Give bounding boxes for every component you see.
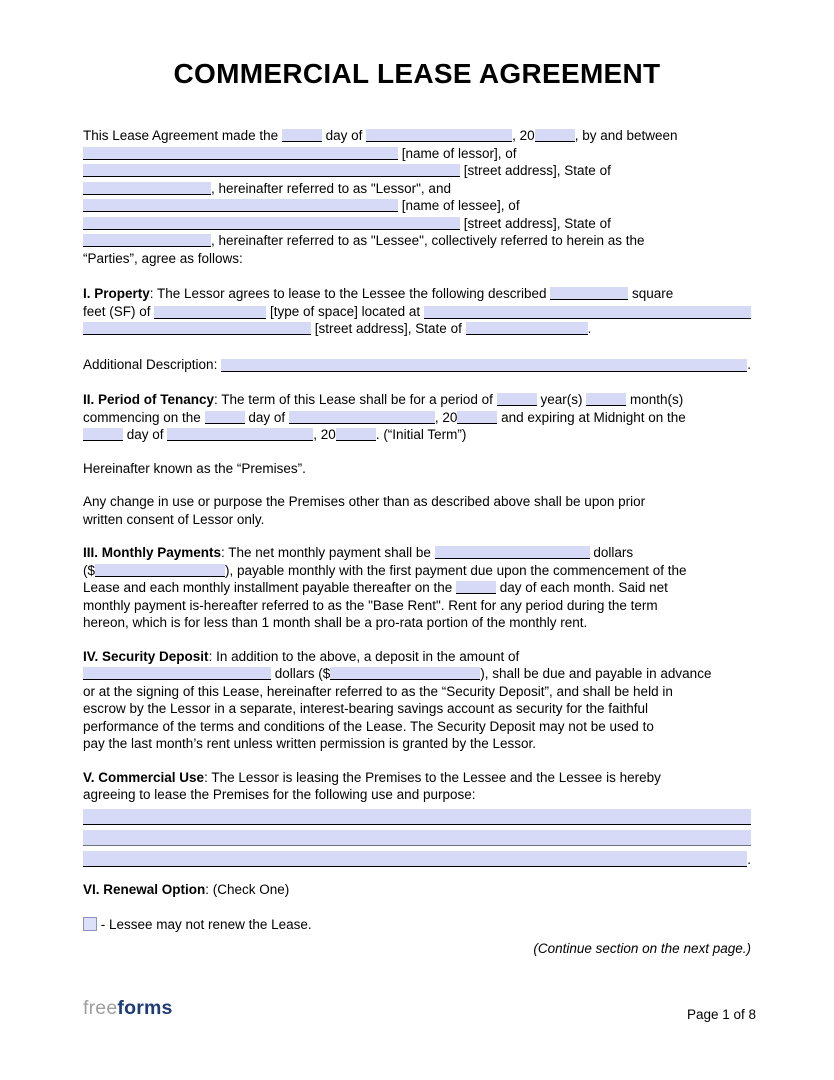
tenancy-text-1: : The term of this Lease shall be for a period of <box>214 392 497 407</box>
lessee-street-address-field[interactable] <box>83 217 460 230</box>
premises-note-text: Hereinafter known as the “Premises”. <box>83 460 306 476</box>
agreement-month-field[interactable] <box>366 129 512 142</box>
security-line-6 <box>83 735 751 753</box>
deposit-amount-numeric-field[interactable] <box>330 667 480 680</box>
security-text-4: or at the signing of this Lease, hereinafter referred to as the “Security Deposit”, and shall be held in <box>83 683 673 699</box>
intro-line-7 <box>83 232 751 250</box>
commence-year-field[interactable] <box>457 411 497 424</box>
intro-text-2: day of <box>321 128 367 143</box>
additional-description-line <box>83 356 751 374</box>
intro-text-7: , hereinafter referred to as "Lessor", and <box>211 180 451 196</box>
intro-text-10: , hereinafter referred to as "Lessee", collectively referred to herein as the <box>211 233 645 248</box>
lessee-state-field[interactable] <box>83 234 211 247</box>
monthly-line-1 <box>83 544 751 562</box>
rent-amount-words-field[interactable] <box>435 546 590 559</box>
use-change-text-2: written consent of Lessor only. <box>83 511 265 527</box>
monthly-line-4 <box>83 597 751 615</box>
section-commercial-heading: V. Commercial Use <box>83 769 205 785</box>
lessee-name-field[interactable] <box>83 199 398 212</box>
expire-year-field[interactable] <box>336 428 376 441</box>
square-feet-field[interactable] <box>550 287 628 300</box>
section-security-heading: IV. Security Deposit <box>83 648 209 664</box>
property-text-4: [type of space] located at <box>266 303 424 319</box>
property-line-2 <box>83 303 751 321</box>
premises-note-line <box>83 460 751 478</box>
use-purpose-field-3[interactable] <box>83 851 747 867</box>
security-line-2 <box>83 665 751 683</box>
use-purpose-row-3 <box>83 851 751 867</box>
lessor-name-field[interactable] <box>83 147 398 160</box>
tenancy-text-8: day of <box>123 427 168 442</box>
commence-month-field[interactable] <box>289 411 435 424</box>
term-years-field[interactable] <box>497 393 537 406</box>
section-commercial-use <box>83 769 751 867</box>
property-text-6: . <box>587 321 592 336</box>
use-change-text-1: Any change in use or purpose the Premises other than as described above shall be upon prior <box>83 494 646 509</box>
intro-line-2 <box>83 145 751 163</box>
property-text-5: [street address], State of <box>311 321 466 336</box>
section-monthly-payments <box>83 544 751 632</box>
use-purpose-row-2 <box>83 830 751 846</box>
term-months-field[interactable] <box>586 393 626 406</box>
commence-day-field[interactable] <box>205 411 245 424</box>
tenancy-text-9: , 20 <box>313 427 336 442</box>
security-text-3: ), shall be due and payable in advance <box>480 666 712 681</box>
section-renewal-option <box>83 881 751 958</box>
tenancy-text-6: , 20 <box>434 409 458 425</box>
use-change-note <box>83 493 751 528</box>
intro-text-1: This Lease Agreement made the <box>83 128 282 143</box>
security-line-5 <box>83 718 751 736</box>
rent-amount-numeric-field[interactable] <box>95 564 225 577</box>
section-monthly-heading: III. Monthly Payments <box>83 545 222 560</box>
tenancy-text-7: and expiring at Midnight on the <box>497 409 686 425</box>
intro-line-6 <box>83 215 751 233</box>
additional-description <box>83 356 751 374</box>
use-purpose-field-2[interactable] <box>83 830 751 846</box>
lessor-state-field[interactable] <box>83 182 211 195</box>
tenancy-line-1 <box>83 391 751 409</box>
intro-line-5 <box>83 197 751 215</box>
tenancy-line-2 <box>83 409 751 427</box>
use-purpose-period: . <box>747 851 751 867</box>
commercial-line-1 <box>83 769 751 787</box>
intro-line-3 <box>83 162 751 180</box>
expire-day-field[interactable] <box>83 428 123 441</box>
monthly-text-8: hereon, which is for less than 1 month shall be a pro-rata portion of the monthly rent. <box>83 615 588 630</box>
monthly-line-5 <box>83 614 751 632</box>
intro-text-9: [street address], State of <box>460 215 611 231</box>
monthly-line-2 <box>83 562 751 580</box>
use-change-line-2 <box>83 511 751 529</box>
monthly-text-2: dollars <box>589 545 634 560</box>
property-text-3: feet (SF) of <box>83 303 155 319</box>
property-line-3 <box>83 320 751 338</box>
commercial-line-2 <box>83 786 751 804</box>
type-of-space-field[interactable] <box>154 306 266 319</box>
tenancy-line-3 <box>83 426 751 444</box>
property-text-1: : The Lessor agrees to lease to the Lessee the following described <box>149 286 551 301</box>
commercial-text-2: agreeing to lease the Premises for the following use and purpose: <box>83 787 476 802</box>
property-text-2: square <box>628 286 674 301</box>
property-address-field-2[interactable] <box>83 322 311 335</box>
security-text-6: performance of the terms and conditions of the Lease. The Security Deposit may not be used to <box>83 718 654 734</box>
expire-month-field[interactable] <box>167 428 313 441</box>
section-renewal-heading: VI. Renewal Option <box>83 881 206 897</box>
monthly-text-3: ($ <box>83 562 96 578</box>
renewal-option-1-row <box>83 916 751 934</box>
intro-text-6: [street address], State of <box>460 163 611 178</box>
section-property <box>83 285 751 338</box>
intro-text-3: , 20 <box>512 128 535 143</box>
use-purpose-row-1 <box>83 809 751 825</box>
intro-text-4: , by and between <box>574 128 678 143</box>
intro-text-8: [name of lessee], of <box>398 198 520 213</box>
tenancy-text-10: . (“Initial Term”) <box>375 427 467 442</box>
logo-free-text: free <box>83 997 118 1019</box>
lessor-street-address-field[interactable] <box>83 164 460 177</box>
rent-due-day-field[interactable] <box>456 581 496 594</box>
tenancy-text-5: day of <box>244 409 289 425</box>
tenancy-text-3: month(s) <box>626 392 684 407</box>
deposit-amount-words-field[interactable] <box>83 667 271 680</box>
section-tenancy-heading: II. Period of Tenancy <box>83 392 215 407</box>
intro-paragraph <box>83 127 751 267</box>
security-text-5: escrow by the Lessor in a separate, interest-bearing savings account as security for the faithful <box>83 701 649 716</box>
intro-line-4 <box>83 180 751 198</box>
intro-text-5: [name of lessor], of <box>398 145 517 161</box>
document-title: COMMERCIAL LEASE AGREEMENT <box>173 58 661 89</box>
page-number: Page 1 of 8 <box>686 1007 756 1022</box>
security-line-4 <box>83 700 751 718</box>
use-change-line-1 <box>83 493 751 511</box>
intro-line-1 <box>83 127 751 145</box>
additional-description-label: Additional Description: <box>83 356 222 372</box>
security-text-7: pay the last month’s rent unless written permission is granted by the Lessor. <box>83 736 536 751</box>
renewal-text-1: : (Check One) <box>205 881 290 897</box>
monthly-text-6: day of each month. Said net <box>496 580 668 595</box>
intro-text-11: “Parties”, agree as follows: <box>83 250 243 266</box>
section-tenancy <box>83 391 751 444</box>
monthly-text-5: Lease and each monthly installment payable thereafter on the <box>83 580 456 595</box>
tenancy-text-2: year(s) <box>536 392 587 407</box>
additional-description-field[interactable] <box>221 359 747 372</box>
monthly-text-1: : The net monthly payment shall be <box>221 545 435 560</box>
monthly-text-4: ), payable monthly with the first payment due upon the commencement of the <box>225 562 687 578</box>
intro-line-8 <box>83 250 751 268</box>
freeforms-logo <box>83 997 173 1020</box>
renewal-line-1 <box>83 881 751 899</box>
no-renew-checkbox[interactable] <box>83 917 97 931</box>
commercial-text-1: : The Lessor is leasing the Premises to the Lessee and the Lessee is hereby <box>204 769 661 785</box>
tenancy-text-4: commencing on the <box>83 409 205 425</box>
property-line-1 <box>83 285 751 303</box>
agreement-day-field[interactable] <box>282 129 322 142</box>
premises-note <box>83 460 751 478</box>
property-state-field[interactable] <box>466 322 588 335</box>
document-page <box>83 0 751 957</box>
continue-note: (Continue section on the next page.) <box>533 940 751 956</box>
security-line-3 <box>83 683 751 701</box>
section-property-heading: I. Property <box>83 286 150 301</box>
logo-forms-text: forms <box>117 997 173 1019</box>
property-address-field-1[interactable] <box>424 306 751 319</box>
security-text-1: : In addition to the above, a deposit in the amount of <box>208 648 520 664</box>
monthly-line-3 <box>83 579 751 597</box>
security-text-2: dollars ($ <box>271 666 331 681</box>
additional-description-period: . <box>747 356 751 372</box>
agreement-year-field[interactable] <box>535 129 575 142</box>
security-line-1 <box>83 648 751 666</box>
renewal-option-1-label: - Lessee may not renew the Lease. <box>97 917 312 932</box>
section-security-deposit <box>83 648 751 753</box>
use-purpose-field-1[interactable] <box>83 809 751 825</box>
monthly-text-7: monthly payment is-hereafter referred to as the "Base Rent". Rent for any period during the term <box>83 597 658 613</box>
